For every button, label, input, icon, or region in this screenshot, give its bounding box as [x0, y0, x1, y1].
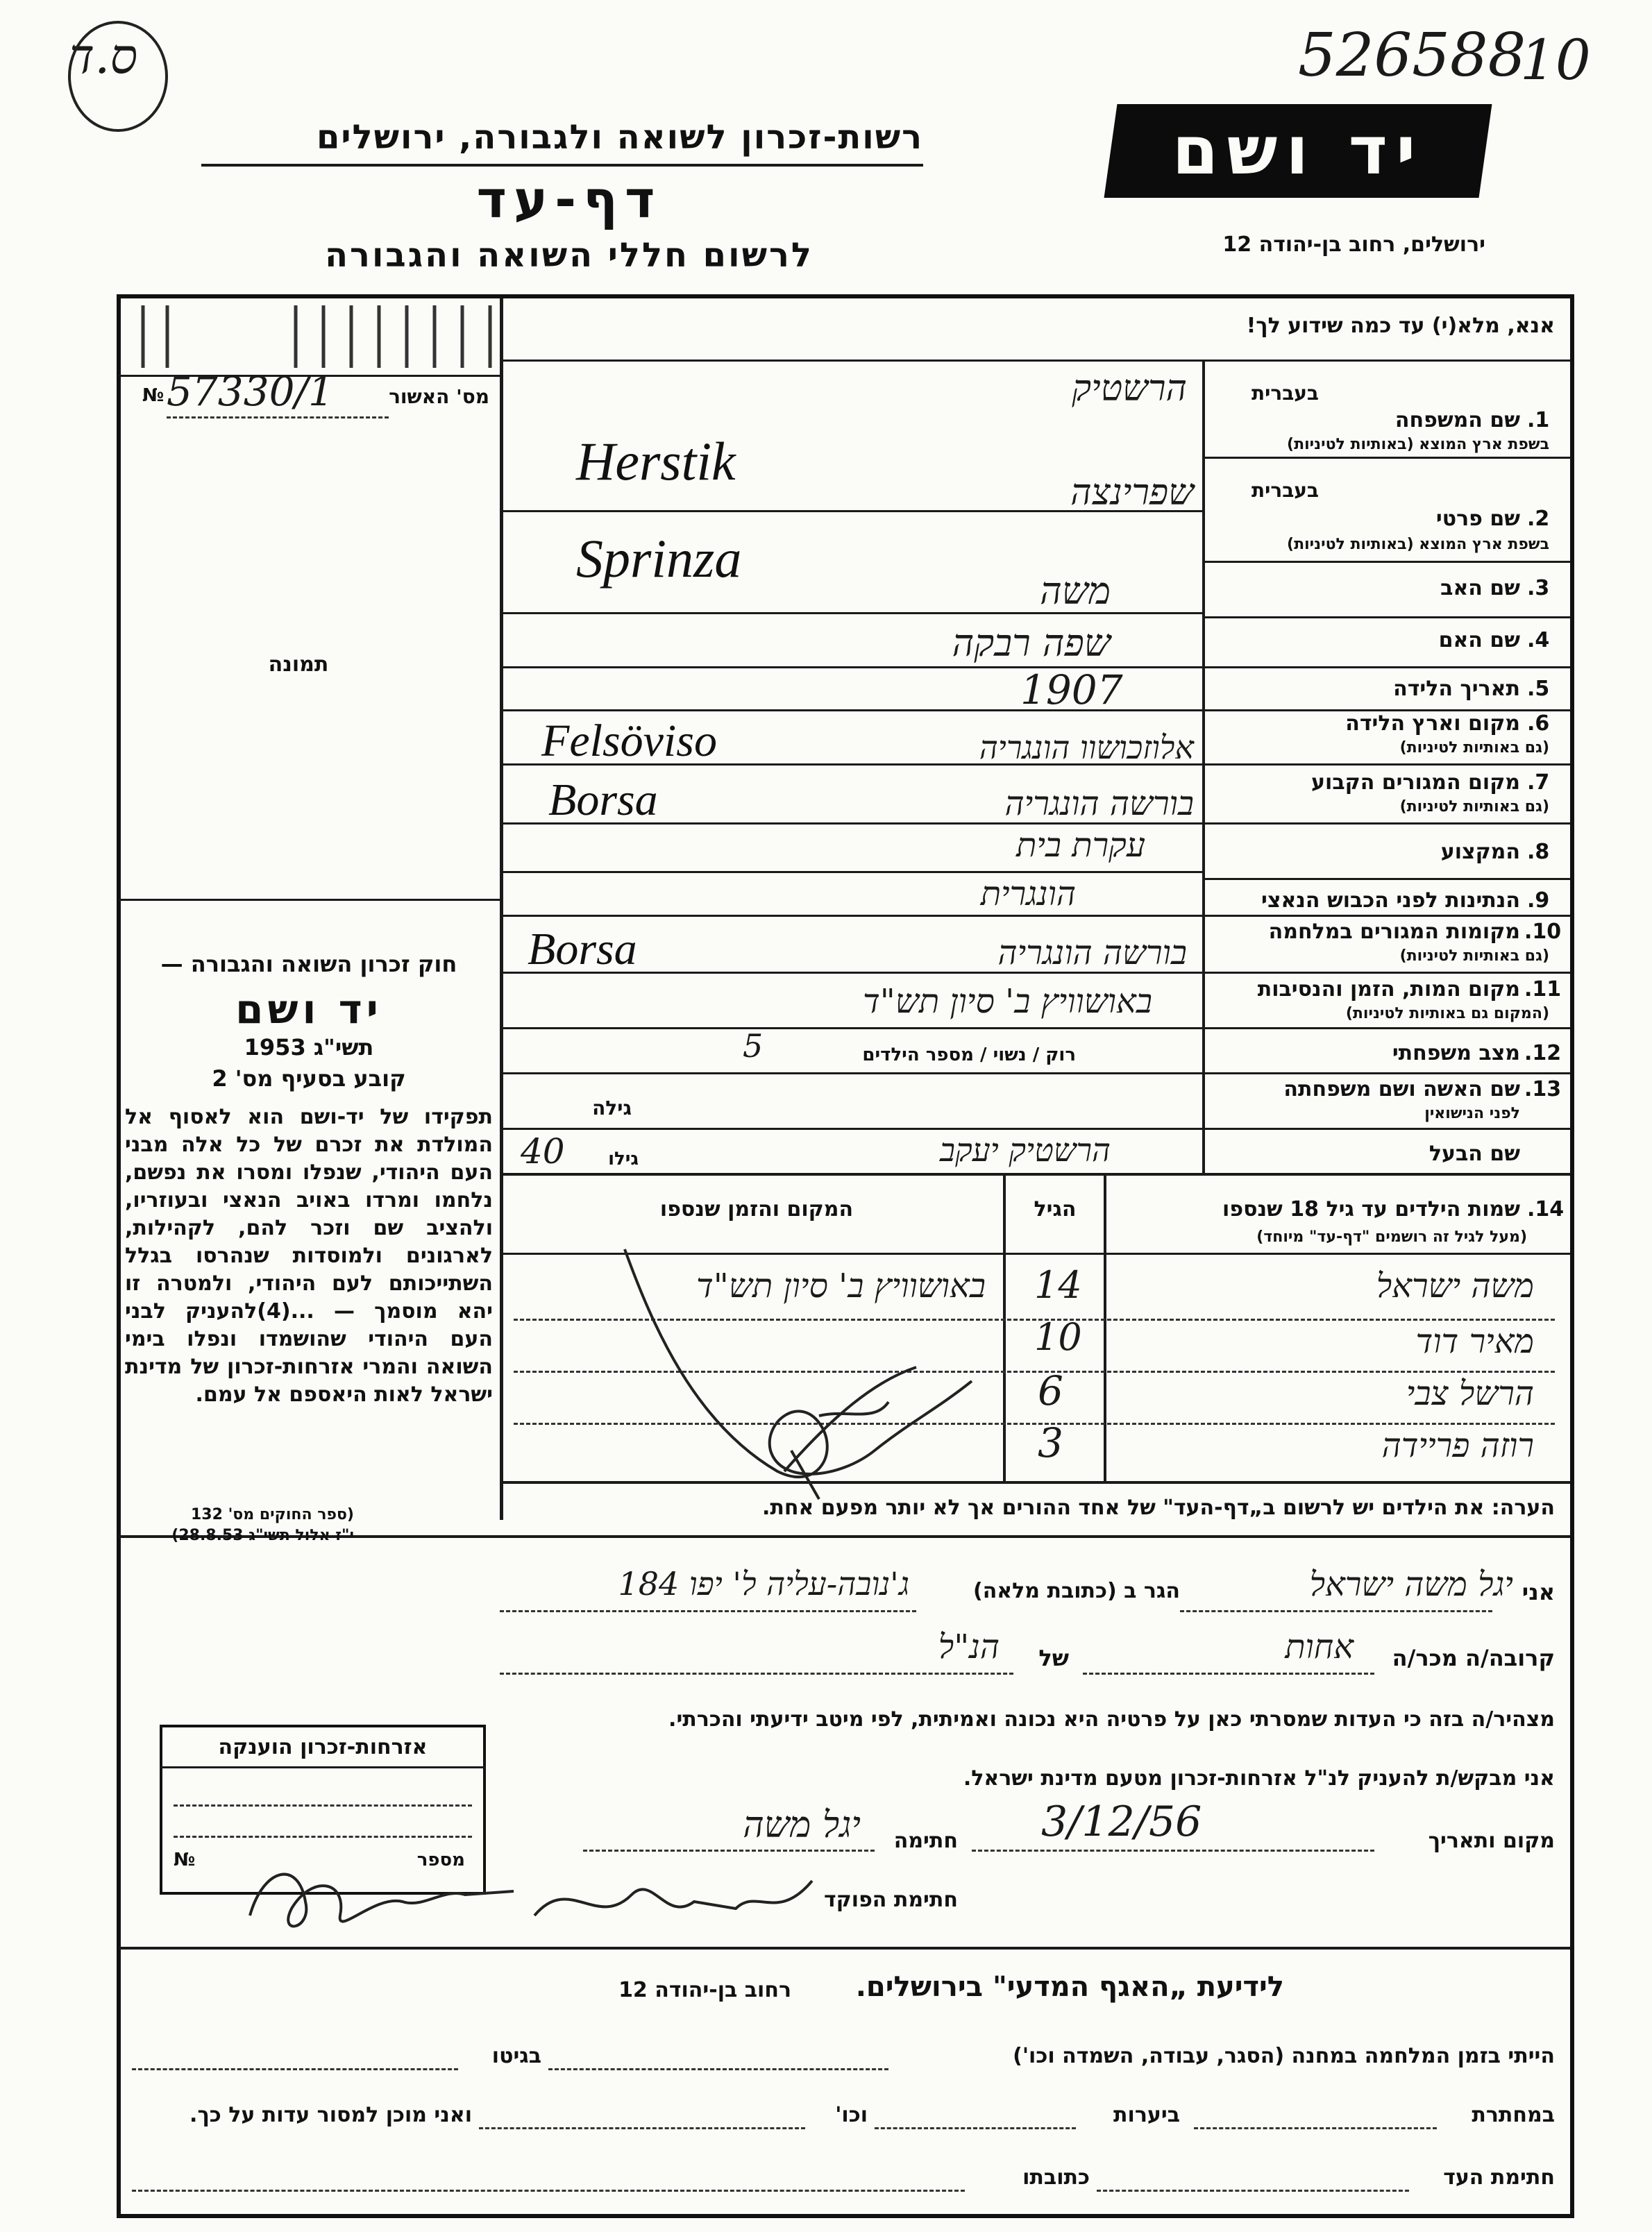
f6-heb: אלוזכושוו הונגריה — [979, 729, 1194, 766]
left-column-divider — [500, 298, 503, 1520]
decl-of: של — [1038, 1645, 1069, 1671]
law-ref: (ספר החוקים מס' 132 — [190, 1506, 354, 1523]
label-sep-1 — [1205, 457, 1570, 459]
f1-label: שם המשפחה — [1394, 408, 1520, 432]
label-sep-4 — [1205, 666, 1570, 668]
decl-official-signature: חתימת הפוקד — [824, 1888, 958, 1912]
f6-sub: (גם באותיות לטיניות) — [1399, 739, 1549, 756]
husband-age: 40 — [521, 1131, 565, 1172]
decl-signature-line — [583, 1850, 875, 1852]
f6-lat: Felsöviso — [541, 716, 717, 766]
scribble-signature — [611, 1242, 1000, 1506]
bottom-line1-fill — [548, 2068, 888, 2070]
label-sep-3 — [1205, 616, 1570, 618]
f2-num: 2. — [1527, 507, 1550, 531]
bottom-ready: ואני מוכן למסור עדות על כך. — [189, 2103, 472, 2127]
f9-label: הנתינות לפני הכבוש הנאצי — [1261, 888, 1520, 913]
archive-number: 526588 — [1298, 21, 1526, 90]
decl-residing: הגר ב (כתובת מלאה) — [972, 1579, 1180, 1603]
bottom-forests-fill — [875, 2127, 1076, 2129]
child-age-2: 10 — [1034, 1315, 1082, 1359]
child-name-4: רוזה פריידה — [1381, 1426, 1534, 1465]
child-age-3: 6 — [1038, 1367, 1063, 1414]
citizenship-number-label: מספר — [416, 1850, 465, 1870]
law-name: יד ושם — [235, 986, 382, 1033]
bottom-line1: הייתי בזמן המלחמה במחנה (הסגר, עבודה, השמדה וכו') — [1013, 2044, 1555, 2068]
f4-val: שפה רבקה — [952, 621, 1111, 665]
citizenship-line-2 — [174, 1836, 472, 1838]
bottom-witness-sig: חתימת העד — [1443, 2165, 1555, 2190]
label-sep-7 — [1205, 822, 1570, 825]
bottom-ghetto-fill — [132, 2068, 458, 2070]
child-name-2: מאיר דוד — [1415, 1322, 1534, 1361]
value-sep-7 — [503, 871, 1202, 873]
instruction-divider — [500, 360, 1570, 362]
label-sep-2 — [1205, 561, 1570, 563]
authority-underline — [201, 164, 923, 167]
bottom-etc: וכו' — [835, 2103, 868, 2127]
decl-signature: חתימה — [893, 1829, 958, 1853]
f12-options: רוק / נשוי / מספר הילדים — [862, 1045, 1076, 1065]
label-sep-10 — [1205, 972, 1570, 974]
f7-label: מקום המגורים הקבוע — [1311, 770, 1520, 795]
note: הערה: את הילדים יש לרשום ב„דף-העד" של אחד ההורים אך לא יותר מפעם אחת. — [761, 1496, 1555, 1520]
citizenship-title: אזרחות-זכרון הוענקה — [218, 1735, 428, 1759]
bottom-hiding: במחתרת — [1472, 2103, 1555, 2127]
hebrew-tag-1: בעברית — [1251, 382, 1319, 405]
f8-label: המקצוע — [1440, 840, 1520, 864]
f1-lat: Herstik — [576, 431, 736, 491]
children-header-place: המקום והזמן שנספו — [659, 1197, 854, 1221]
decl-date-line — [972, 1850, 1374, 1852]
decl-relation: אחות — [1285, 1628, 1354, 1666]
bottom-ghetto: בגיטו — [491, 2044, 541, 2068]
husband-val: הרשטיק יעקב — [939, 1131, 1111, 1169]
f3-num: 3. — [1527, 576, 1550, 600]
children-header-name: שמות הילדים עד גיל 18 שנספו — [1222, 1197, 1520, 1221]
bottom-hiding-fill — [1194, 2127, 1437, 2129]
decl-relation-line — [1083, 1673, 1374, 1675]
children-header-age: הגיל — [1034, 1197, 1077, 1221]
f1-num: 1. — [1527, 408, 1550, 432]
decl-name-line — [1180, 1610, 1492, 1612]
f11-sub: (המקום גם באותיות לטיניות) — [1345, 1005, 1549, 1022]
logo-text: יד ושם — [1172, 112, 1424, 189]
f1-sub: בשפת ארץ המוצא (באותיות לטיניות) — [1287, 436, 1549, 453]
address: ירושלים, רחוב בן-יהודה 12 — [1222, 232, 1485, 257]
f4-num: 4. — [1527, 628, 1550, 652]
approval-number: 57330/1 — [167, 368, 334, 415]
bottom-address-fill — [132, 2190, 965, 2192]
bottom-section-sep — [119, 1947, 1570, 1950]
citizenship-line-1 — [174, 1804, 472, 1807]
child-age-4: 3 — [1038, 1419, 1063, 1466]
label-sep-6 — [1205, 763, 1570, 766]
f11-val: באושוויץ ב' סיון תש"ד — [863, 982, 1152, 1021]
archive-suffix: 10 — [1520, 28, 1591, 92]
label-column-divider — [1202, 361, 1205, 1173]
decl-ani: אני — [1522, 1579, 1555, 1605]
label-sep-13 — [1205, 1128, 1570, 1130]
official-signature-scribble — [528, 1860, 819, 1936]
children-col-age-right — [1104, 1176, 1106, 1481]
label-sep-8 — [1205, 878, 1570, 880]
law-text: תפקידו של יד-ושם הוא לאסוף אל המולדת את זכרם של כל אלה מבני העם היהודי, שנפלו ומסרו את נפשם, נלחמו ומרדו באויב הנאצי ובעוזריו, ולהציב שם וזכר להם, לקהילות, לארגונים ולמוסדות שנהרסו בגלל השתייכותם לעם היהודי, ולמטרה זו יהא מוסמך — ...(4)להעניק לבני העם היהודי שהושמדו ונפלו בימי השואה והמרי אזרחות-זכרון של מדינת ישראל לאות היאספם אל עמם. — [125, 1105, 493, 1407]
f10-label: מקומות המגורים במלחמה — [1268, 920, 1520, 944]
f2-sub: בשפת ארץ המוצא (באותיות לטיניות) — [1287, 536, 1549, 553]
citizenship-title-line — [160, 1766, 486, 1768]
decl-place-date: מקום ותאריך — [1428, 1829, 1555, 1853]
f5-label: תאריך הלידה — [1393, 677, 1520, 701]
f10-lat: Borsa — [528, 924, 637, 974]
f5-num: 5. — [1527, 677, 1550, 701]
decl-relative: קרובה/ה מכר/ה — [1392, 1645, 1555, 1671]
children-header-sub: (מעל לגיל זה רושמים "דף-עד" מיוחד) — [1256, 1228, 1527, 1246]
husband-age-label: גילו — [608, 1149, 639, 1169]
f3-label: שם האב — [1440, 576, 1520, 600]
photo-label: תמונה — [268, 652, 329, 677]
f9-num: 9. — [1527, 888, 1550, 913]
f11-label: מקום המות, הזמן והנסיבות — [1257, 977, 1520, 1001]
decl-name: יגל משה ישראל — [1309, 1565, 1513, 1604]
age-label: גילה — [592, 1097, 632, 1119]
bottom-witness-fill — [1097, 2190, 1409, 2192]
f5-val: 1907 — [1020, 666, 1123, 713]
f12-children: 5 — [743, 1027, 764, 1065]
bottom-address: כתובתו — [1022, 2165, 1090, 2190]
hand-mark-circle — [62, 14, 180, 139]
f1-heb: הרשטיק — [1072, 368, 1187, 409]
f7-heb: בורשה הונגריה — [1004, 784, 1194, 823]
f11-num: 11. — [1524, 977, 1562, 1001]
decl-of-line — [500, 1673, 1013, 1675]
f13-num: 13. — [1524, 1077, 1562, 1101]
child-age-1: 14 — [1034, 1263, 1082, 1307]
decl-statement: מצהיר/ה בזה כי העדות שמסרתי כאן על פרטיה היא נכונה ואמיתית, לפי מיטב ידיעתי והכרתי. — [668, 1707, 1555, 1732]
decl-date: 3/12/56 — [1041, 1798, 1202, 1846]
hand-mark: ס.ד — [69, 28, 138, 85]
law-title: חוק זכרון השואה והגבורה — — [160, 951, 457, 977]
decl-request: אני מבקש/ת להעניק לנ"ל אזרחות-זכרון מטעם מדינת ישראל. — [963, 1766, 1555, 1791]
f9-val: הונגרית — [980, 874, 1076, 913]
f7-sub: (גם באותיות לטיניות) — [1399, 798, 1549, 815]
decl-of-val: הנ"ל — [938, 1628, 1000, 1666]
stamp-bars — [122, 305, 497, 368]
form-title: דף-עד — [476, 170, 662, 230]
f10-sub: (גם באותיות לטיניות) — [1399, 947, 1549, 965]
left-signature-scribble — [236, 1846, 528, 1943]
f2-heb: שפרינצה — [1070, 472, 1194, 514]
f12-num: 12. — [1524, 1041, 1562, 1065]
value-sep-12 — [503, 1128, 1202, 1130]
bottom-etc-fill — [479, 2127, 805, 2129]
approval-no-prefix: № — [142, 385, 165, 406]
f4-label: שם האם — [1438, 628, 1520, 652]
form-subtitle: לרשום חללי השואה והגבורה — [325, 236, 814, 275]
f2-lat: Sprinza — [576, 528, 742, 589]
f8-num: 8. — [1527, 840, 1550, 864]
section-sep-1 — [503, 1173, 1570, 1176]
value-sep-8 — [503, 915, 1202, 917]
left-law-top — [119, 899, 501, 901]
decl-address: ג'נובה-עליה ל' יפו 184 — [618, 1565, 909, 1603]
approval-line — [167, 416, 389, 418]
label-sep-11 — [1205, 1027, 1570, 1029]
f2-label: שם פרטי — [1435, 507, 1520, 531]
authority-name: רשות-זכרון לשואה ולגבורה, ירושלים — [316, 118, 923, 157]
bottom-notice: לידיעת „האגף המדעי" בירושלים. — [855, 1971, 1284, 2003]
f6-num: 6. — [1527, 711, 1550, 736]
decl-address-line — [500, 1610, 916, 1612]
child-place-1: באושוויץ ב' סיון תש"ד — [696, 1267, 986, 1305]
children-num: 14. — [1527, 1197, 1565, 1221]
citizenship-number-sign: № — [174, 1850, 196, 1870]
f8-val: עקרת בית — [1016, 826, 1145, 865]
f10-heb: בורשה הונגריה — [997, 933, 1187, 972]
label-sep-12 — [1205, 1072, 1570, 1074]
value-sep-10 — [503, 1027, 1202, 1029]
f7-num: 7. — [1527, 770, 1550, 795]
value-sep-11 — [503, 1072, 1202, 1074]
f12-label: מצב משפחתי — [1392, 1041, 1520, 1065]
bottom-notice-addr: רחוב בן-יהודה 12 — [618, 1978, 791, 2002]
bottom-forests: ביערות — [1113, 2103, 1180, 2127]
children-col-age-left — [1003, 1176, 1006, 1481]
child-name-1: משה ישראל — [1376, 1267, 1534, 1305]
child-name-3: הרשל צבי — [1406, 1374, 1534, 1413]
decl-signature-val: יגל משה — [743, 1804, 861, 1846]
f6-label: מקום וארץ הלידה — [1345, 711, 1520, 736]
f3-val: משה — [1040, 569, 1111, 613]
hebrew-tag-2: בעברית — [1251, 479, 1319, 502]
f13-sub: לפני הנישואין — [1424, 1105, 1520, 1122]
f13-label: שם האשה ושם משפחתה — [1283, 1077, 1520, 1101]
law-section: קובע בסעיף מס' 2 — [212, 1065, 406, 1092]
law-year: תשי"ג 1953 — [244, 1034, 374, 1060]
label-sep-9 — [1205, 915, 1570, 917]
f10-num: 10. — [1524, 920, 1562, 944]
f7-lat: Borsa — [548, 775, 658, 825]
approval-label: מס' האשור — [389, 385, 489, 408]
husband-label: שם הבעל — [1428, 1142, 1520, 1166]
instruction: אנא, מלא(י) עד כמה שידוע לך! — [1246, 314, 1555, 338]
law-date: י"ז אלול תשי"ג 28.8.53) — [171, 1527, 354, 1544]
